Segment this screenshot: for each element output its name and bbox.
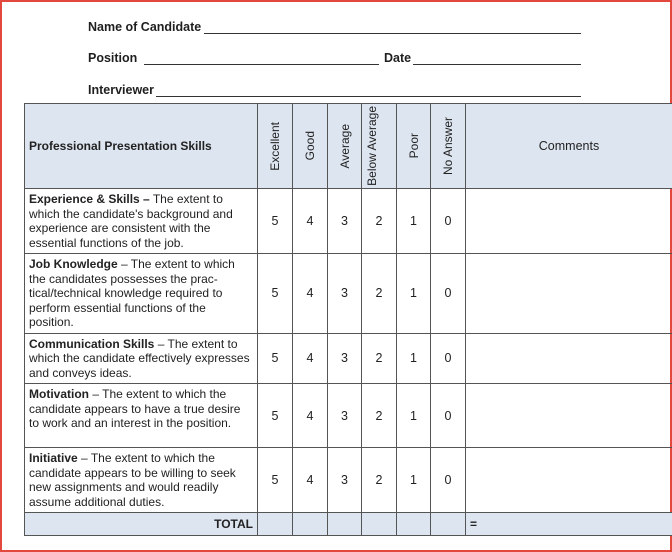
skill-text: – The extent to which the candidate appears to be willing to seek new assignments and would readily assume additional duties. bbox=[29, 451, 236, 509]
score-option[interactable]: 0 bbox=[431, 254, 466, 334]
skill-title: Initiative bbox=[29, 451, 78, 465]
candidate-name-underline bbox=[204, 33, 581, 34]
rating-header-good: Good bbox=[293, 104, 328, 189]
date-input[interactable] bbox=[415, 50, 579, 64]
table-row bbox=[25, 189, 672, 254]
table-row bbox=[25, 333, 672, 384]
comments-header: Comments bbox=[466, 104, 672, 189]
rating-header-no-answer: No Answer bbox=[431, 104, 466, 189]
section-title: Professional Presentation Skills bbox=[25, 104, 258, 189]
score-option[interactable]: 0 bbox=[431, 333, 466, 384]
skill-description bbox=[25, 448, 258, 513]
skill-description bbox=[25, 333, 258, 384]
total-cell[interactable] bbox=[328, 513, 362, 536]
score-option[interactable]: 2 bbox=[362, 448, 397, 513]
date-underline bbox=[413, 64, 581, 65]
total-cell[interactable] bbox=[362, 513, 397, 536]
date-label: Date bbox=[384, 51, 412, 65]
score-option[interactable]: 2 bbox=[362, 384, 397, 448]
total-cell[interactable] bbox=[293, 513, 328, 536]
score-option[interactable]: 1 bbox=[397, 448, 431, 513]
table-header-row bbox=[25, 104, 672, 189]
score-option[interactable]: 5 bbox=[258, 254, 293, 334]
skill-text: – The extent to which the candidates possesses the prac-tical/technical knowledge required to perform essential functions of the position. bbox=[29, 257, 235, 329]
interviewer-underline bbox=[156, 96, 581, 97]
score-option[interactable]: 1 bbox=[397, 384, 431, 448]
score-option[interactable]: 0 bbox=[431, 189, 466, 254]
position-underline bbox=[144, 64, 379, 65]
comment-cell[interactable] bbox=[466, 384, 672, 448]
score-option[interactable]: 1 bbox=[397, 189, 431, 254]
table-row bbox=[25, 448, 672, 513]
score-option[interactable]: 2 bbox=[362, 254, 397, 334]
skill-title: Motivation bbox=[29, 387, 89, 401]
comment-cell[interactable] bbox=[466, 333, 672, 384]
position-input[interactable] bbox=[146, 50, 376, 64]
score-option[interactable]: 0 bbox=[431, 448, 466, 513]
score-option[interactable]: 0 bbox=[431, 384, 466, 448]
score-option[interactable]: 4 bbox=[293, 254, 328, 334]
rating-header-below-average: Below Average bbox=[362, 104, 397, 189]
total-cell[interactable] bbox=[431, 513, 466, 536]
candidate-name-input[interactable] bbox=[206, 19, 578, 33]
table-row bbox=[25, 254, 672, 334]
score-option[interactable]: 1 bbox=[397, 333, 431, 384]
skill-text: – The extent to which the candidate appears to have a true desire to work and an interest in the position. bbox=[29, 387, 241, 430]
rating-header-excellent: Excellent bbox=[258, 104, 293, 189]
skill-text: – The extent to which the candidate effectively expresses and conveys ideas. bbox=[29, 336, 250, 380]
score-option[interactable]: 2 bbox=[362, 333, 397, 384]
comment-cell[interactable] bbox=[466, 448, 672, 513]
score-option[interactable]: 4 bbox=[293, 333, 328, 384]
score-option[interactable]: 1 bbox=[397, 254, 431, 334]
rating-header-average: Average bbox=[328, 104, 362, 189]
interviewer-input[interactable] bbox=[158, 82, 578, 96]
skill-description bbox=[25, 384, 258, 448]
score-option[interactable]: 2 bbox=[362, 189, 397, 254]
skill-text: The extent to which the candidate's background and experience are consistent with the essential functions of the job. bbox=[29, 192, 233, 250]
total-cell[interactable] bbox=[397, 513, 431, 536]
score-option[interactable]: 5 bbox=[258, 333, 293, 384]
skill-description bbox=[25, 189, 258, 254]
score-option[interactable]: 4 bbox=[293, 384, 328, 448]
comment-cell[interactable] bbox=[466, 254, 672, 334]
score-option[interactable]: 3 bbox=[328, 254, 362, 334]
skill-title: Experience & Skills – bbox=[29, 192, 150, 206]
position-label: Position bbox=[88, 51, 138, 65]
skill-title: Communication Skills bbox=[29, 336, 155, 351]
score-option[interactable]: 4 bbox=[293, 189, 328, 254]
table-row bbox=[25, 384, 672, 448]
total-label: TOTAL bbox=[25, 513, 258, 536]
total-row bbox=[25, 513, 672, 536]
score-option[interactable]: 3 bbox=[328, 448, 362, 513]
score-option[interactable]: 5 bbox=[258, 384, 293, 448]
score-option[interactable]: 5 bbox=[258, 189, 293, 254]
score-option[interactable]: 5 bbox=[258, 448, 293, 513]
score-option[interactable]: 3 bbox=[328, 189, 362, 254]
score-option[interactable]: 3 bbox=[328, 333, 362, 384]
score-option[interactable]: 4 bbox=[293, 448, 328, 513]
total-cell[interactable] bbox=[258, 513, 293, 536]
candidate-name-label: Name of Candidate bbox=[88, 20, 202, 34]
skill-title: Job Knowledge bbox=[29, 257, 118, 271]
interviewer-label: Interviewer bbox=[88, 83, 155, 97]
comment-cell[interactable] bbox=[466, 189, 672, 254]
score-option[interactable]: 3 bbox=[328, 384, 362, 448]
total-equals[interactable]: = bbox=[466, 513, 672, 536]
skill-description bbox=[25, 254, 258, 334]
evaluation-table bbox=[24, 103, 672, 536]
rating-header-poor: Poor bbox=[397, 104, 431, 189]
